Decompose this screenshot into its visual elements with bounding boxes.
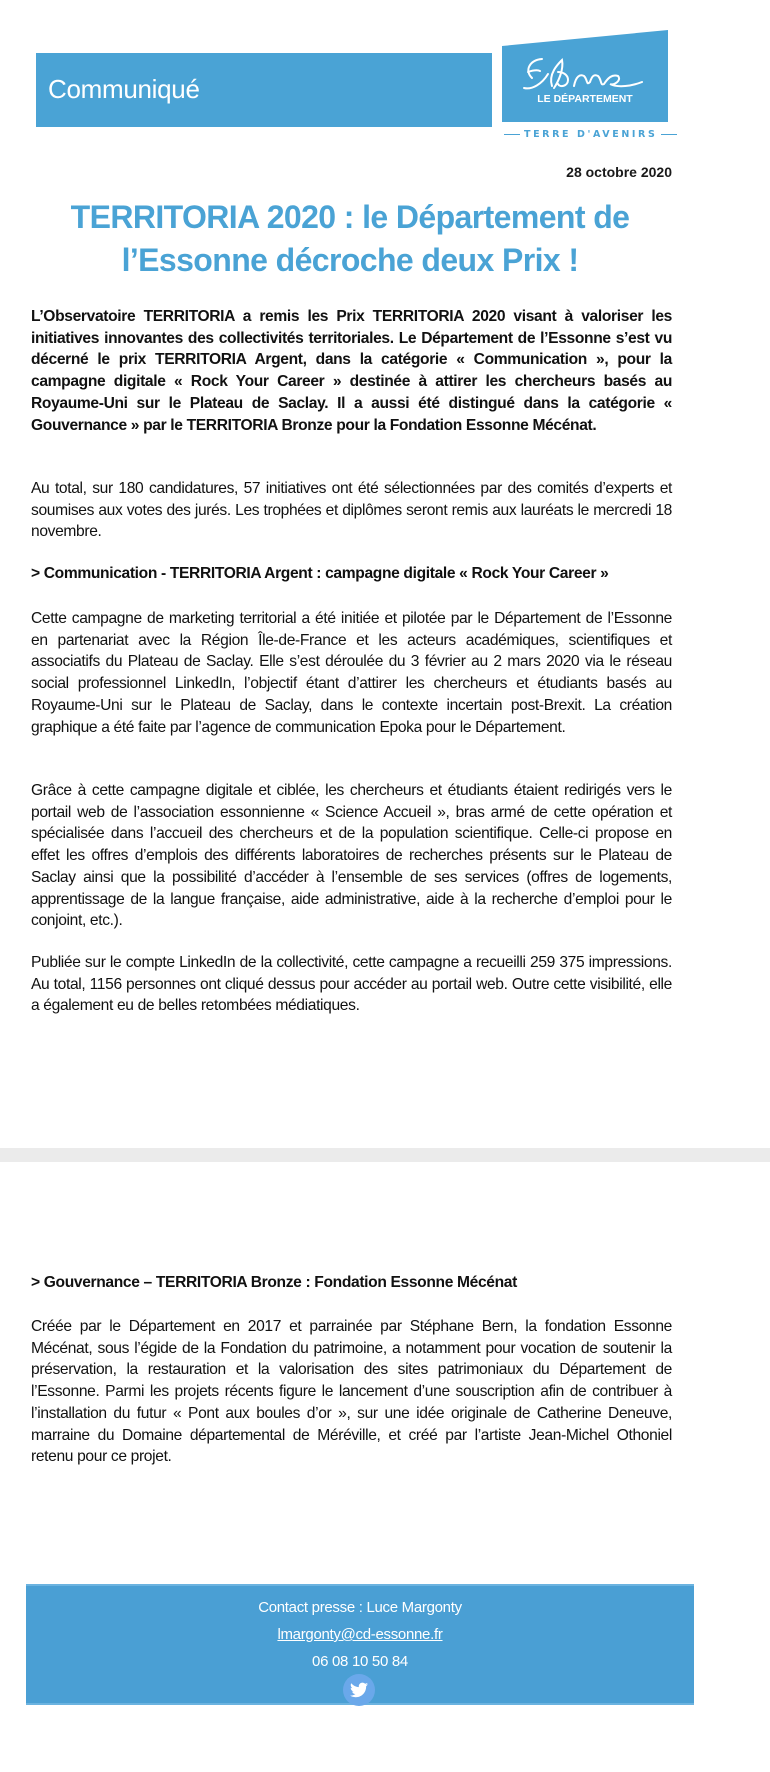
communique-banner [36,53,492,127]
tagline-dash-right [661,134,677,136]
section-heading-gouvernance: > Gouvernance – TERRITORIA Bronze : Fondation Essonne Mécénat [31,1274,517,1291]
logo-graphic [502,30,668,122]
logo-tagline [500,129,670,140]
twitter-icon [350,1682,368,1698]
contact-email-link[interactable]: lmargonty@cd-essonne.fr [277,1626,443,1643]
page-title [30,196,670,282]
page-break [0,1148,770,1162]
section-communication-paragraph-3: Publiée sur le compte LinkedIn de la collectivité, cette campagne a recueilli 259 375 impressions. Au total, 1156 personnes ont cliqué dessus pour accéder au portail web. Outre cette visibilité, elle a également eu de belles retombées médiatiques. [31,954,672,1015]
title-line-1: TERRITORIA 2020 : le Département de [70,199,630,235]
summary-paragraph: Au total, sur 180 candidatures, 57 initiatives ont été sélectionnées par des comités d’experts et soumises aux votes des jurés. Les trophées et diplômes seront remis aux lauréats le mercredi 18 novembre. [31,480,672,541]
title-line-2: l’Essonne décroche deux Prix ! [121,242,579,278]
contact-phone: 06 08 10 50 84 [312,1653,408,1670]
twitter-button[interactable] [343,1674,375,1706]
essonne-logo [502,30,668,122]
tagline-dash-left [504,134,520,136]
tagline-text: TERRE D'AVENIRS [524,129,658,140]
section-heading-communication: > Communication - TERRITORIA Argent : campagne digitale « Rock Your Career » [31,565,609,582]
section-communication-paragraph-1: Cette campagne de marketing territorial a été initiée et pilotée par le Département de l’Essonne en partenariat avec la Région Île-de-France et les acteurs académiques, scientifiques et associatifs du Plateau de Saclay. Elle s’est déroulée du 3 février au 2 mars 2020 via le réseau social professionnel LinkedIn, l’objectif étant d’attirer les chercheurs et étudiants basés au Royaume-Uni sur le Plateau de Saclay, dans le contexte incertain post-Brexit. La création graphique a été faite par l’agence de communication Epoka pour le Département. [31,610,672,736]
contact-name: Contact presse : Luce Margonty [258,1599,462,1616]
section-communication-paragraph-2: Grâce à cette campagne digitale et ciblée, les chercheurs et étudiants étaient redirigés vers le portail web de l’association essonnienne « Science Accueil », bras armé de cette opération et spécialisée dans l’accueil des chercheurs et de la population scientifique. Celle-ci propose en effet les offres d’emplois des différents laboratoires de recherches présents sur le Plateau de Saclay ainsi que la possibilité d’accéder à l’ensemble de ses services (offres de logements, apprentissage de la langue française, aide administrative, aide à la recherche d’emploi pour le conjoint, etc.). [31,782,672,930]
intro-paragraph: L’Observatoire TERRITORIA a remis les Prix TERRITORIA 2020 visant à valoriser les initiatives innovantes des collectivités territoriales. Le Département de l’Essonne s’est vu décerné le prix TERRITORIA Argent, dans la catégorie « Communication », pour la campagne digitale « Rock Your Career » destinée à attirer les chercheurs basés au Royaume-Uni sur le Plateau de Saclay. Il a aussi été distingué dans la catégorie « Gouvernance » par le TERRITORIA Bronze pour la Fondation Essonne Mécénat. [31,308,672,434]
logo-subtitle: LE DÉPARTEMENT [537,93,633,105]
section-gouvernance-paragraph-1: Créée par le Département en 2017 et parrainée par Stéphane Bern, la fondation Essonne Mécénat, sous l’égide de la Fondation du patrimoine, a notamment pour vocation de soutenir la préservation, la restauration et la valorisation des sites patrimoniaux du Département de l’Essonne. Parmi les projets récents figure le lancement d’une souscription afin de contribuer à l’installation du futur « Pont aux boules d’or », sur une idée originale de Catherine Deneuve, marraine du Domaine départemental de Méréville, et créé par l’artiste Jean-Michel Othoniel retenu pour ce projet. [31,1318,672,1466]
press-contact-footer [26,1584,694,1705]
release-date: 28 octobre 2020 [566,164,672,180]
banner-label: Communiqué [48,74,200,104]
